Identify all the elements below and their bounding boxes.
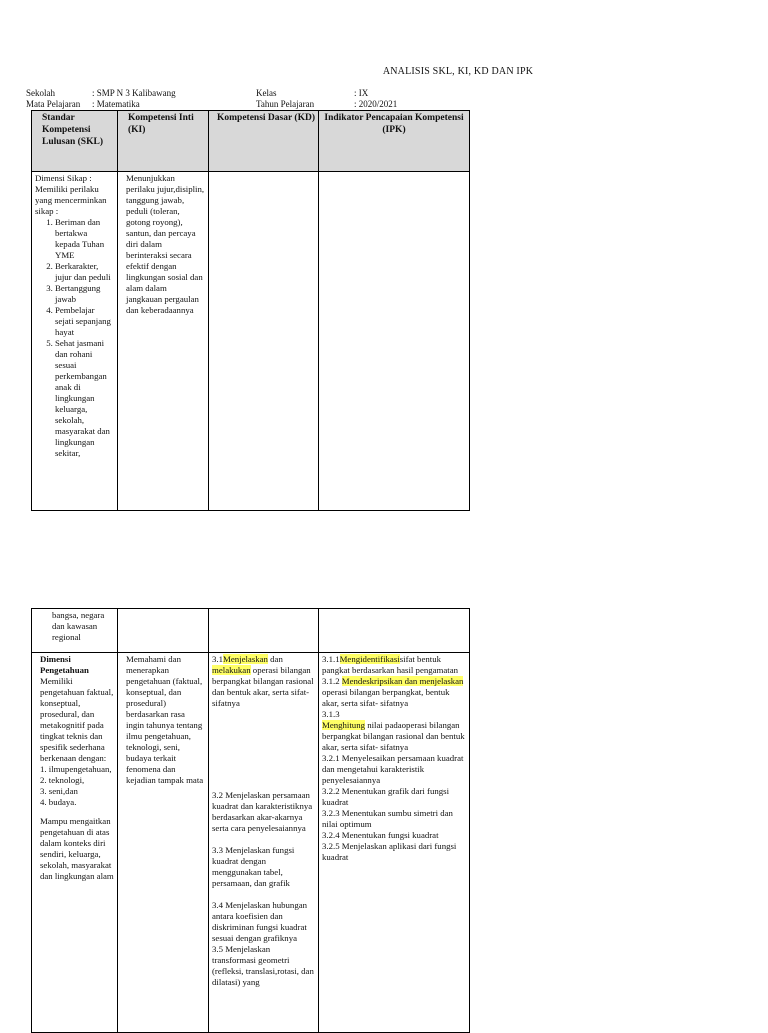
list-item: 2. teknologi, [40, 775, 85, 785]
list-item: 4. budaya. [40, 797, 77, 807]
skl-continuation-text: bangsa, negara dan kawasan regional [52, 610, 105, 642]
mapel-label: Mata Pelajaran [26, 99, 81, 109]
table-row [32, 609, 470, 653]
skl-sikap-list [35, 217, 114, 459]
ki-sikap-text: Menunjukkan perilaku jujur,disiplin, tanggung jawab, peduli (toleran, gotong royong), santun, dan percaya diri dalam berinteraksi secara efektif dengan lingkungan sosial dan alam dalam jangkauan pergaulan dan keberadaannya [126, 173, 205, 315]
kd-sikap-cell [209, 172, 319, 511]
list-item: 3. seni,dan [40, 786, 78, 796]
kd-continuation-cell [209, 609, 319, 653]
ki-sikap-cell [118, 172, 209, 511]
ipk-3-1-2: 3.1.2 Mendeskripsikan dan menjelaskan operasi bilangan berpangkat, bentuk akar, serta sifat- sifatnya [322, 676, 464, 708]
document-title [0, 66, 768, 77]
sekolah-label: Sekolah [26, 88, 55, 98]
tahun-value: : 2020/2021 [354, 99, 398, 109]
skl-pengetahuan-title: Dimensi Pengetahuan [40, 654, 89, 675]
ipk-pengetahuan-cell [319, 653, 470, 1033]
skl-sikap-intro: Dimensi Sikap : Memiliki perilaku yang mencerminkan sikap : [35, 173, 107, 216]
list-item: 1. ilmupengetahuan, [40, 764, 112, 774]
ki-pengetahuan-cell [118, 653, 209, 1033]
header-ki: Kompetensi Inti (KI) [118, 111, 209, 172]
header-ipk: Indikator Pencapaian Kompetensi (IPK) [319, 111, 470, 172]
ki-pengetahuan-text: Memahami dan menerapkan pengetahuan (faktual, konseptual, dan prosedural) berdasarkan rasa ingin tahunya tentang ilmu pengetahuan, teknologi, seni, budaya terkait fenomena dan kejadian tampak mata [126, 654, 204, 785]
kd-3-2: 3.2 Menjelaskan persamaan kuadrat dan karakteristiknya berdasarkan akar-akarnya serta cara penyelesaiannya [212, 790, 313, 833]
skl-pengetahuan-text-2: Mampu mengaitkan pengetahuan di atas dalam konteks diri sendiri, keluarga, sekolah, masyarakat dan lingkungan alam [40, 816, 114, 881]
kd-3-4: 3.4 Menjelaskan hubungan antara koefisien dan diskriminan fungsi kuadrat sesuai dengan grafiknya [212, 900, 308, 943]
mapel-value: : Matematika [92, 99, 140, 109]
sekolah-value: : SMP N 3 Kalibawang [92, 88, 176, 98]
kd-pengetahuan-cell [209, 653, 319, 1033]
kd-3-5: 3.5 Menjelaskan transformasi geometri (refleksi, translasi,rotasi, dan dilatasi) yang [212, 944, 314, 987]
tahun-label: Tahun Pelajaran [256, 99, 315, 109]
ipk-sikap-cell [319, 172, 470, 511]
skl-continuation-cell [32, 609, 118, 653]
table-row [32, 653, 470, 1033]
analysis-table-page1 [31, 110, 470, 511]
table-row [32, 172, 470, 511]
list-item: 2. Berkarakter, jujur dan peduli [55, 261, 114, 283]
header-skl: Standar Kompetensi Lulusan (SKL) [32, 111, 118, 172]
ipk-3-2-3: 3.2.3 Menentukan sumbu simetri dan nilai optimum [322, 808, 453, 829]
ipk-3-1-3-number: 3.1.3 [322, 709, 340, 719]
skl-sikap-cell [32, 172, 118, 511]
analysis-table-page2 [31, 608, 470, 1033]
ki-continuation-cell [118, 609, 209, 653]
list-item: 4. Pembelajar sejati sepanjang hayat [55, 305, 114, 338]
table-header-row [32, 111, 470, 172]
kd-3-1: 3.1Menjelaskan dan melakukan operasi bilangan berpangkat bilangan rasional dan bentuk akar, serta sifat-sifatnya [212, 654, 314, 708]
list-item: 1. Beriman dan bertakwa kepada Tuhan YME [55, 217, 114, 261]
ipk-3-2-5: 3.2.5 Menjelaskan aplikasi dari fungsi kuadrat [322, 841, 457, 862]
kd-3-3: 3.3 Menjelaskan fungsi kuadrat dengan menggunakan tabel, persamaan, dan grafik [212, 845, 295, 888]
kelas-value: : IX [354, 88, 369, 98]
document-title-text: ANALISIS SKL, KI, KD DAN IPK [382, 66, 534, 77]
kelas-label: Kelas [256, 88, 277, 98]
list-item: 3. Bertanggung jawab [55, 283, 114, 305]
ipk-3-2-2: 3.2.2 Menentukan grafik dari fungsi kuadrat [322, 786, 450, 807]
ipk-3-2-1: 3.2.1 Menyelesaikan persamaan kuadrat dan mengetahui karakteristik penyelesaiannya [322, 753, 464, 785]
skl-pengetahuan-text: Memiliki pengetahuan faktual, konseptual, prosedural, dan metakognitif pada tingkat teknis dan spesifik sederhana berkenaan dengan: [40, 676, 114, 763]
list-item: 5. Sehat jasmani dan rohani sesuai perkembangan anak di lingkungan keluarga, sekolah, masyarakat dan lingkungan sekitar, [55, 338, 114, 459]
ipk-continuation-cell [319, 609, 470, 653]
ipk-3-1-1: 3.1.1Mengidentifikasisifat bentuk pangkat berdasarkan hasil pengamatan [322, 654, 459, 675]
skl-pengetahuan-list [40, 764, 114, 808]
header-kd: Kompetensi Dasar (KD) [209, 111, 319, 172]
ipk-3-2-4: 3.2.4 Menentukan fungsi kuadrat [322, 830, 439, 840]
skl-pengetahuan-cell [32, 653, 118, 1033]
ipk-3-1-3: Menghitung nilai padaoperasi bilangan berpangkat bilangan rasional dan bentuk akar, serta sifat- sifatnya [322, 720, 465, 752]
